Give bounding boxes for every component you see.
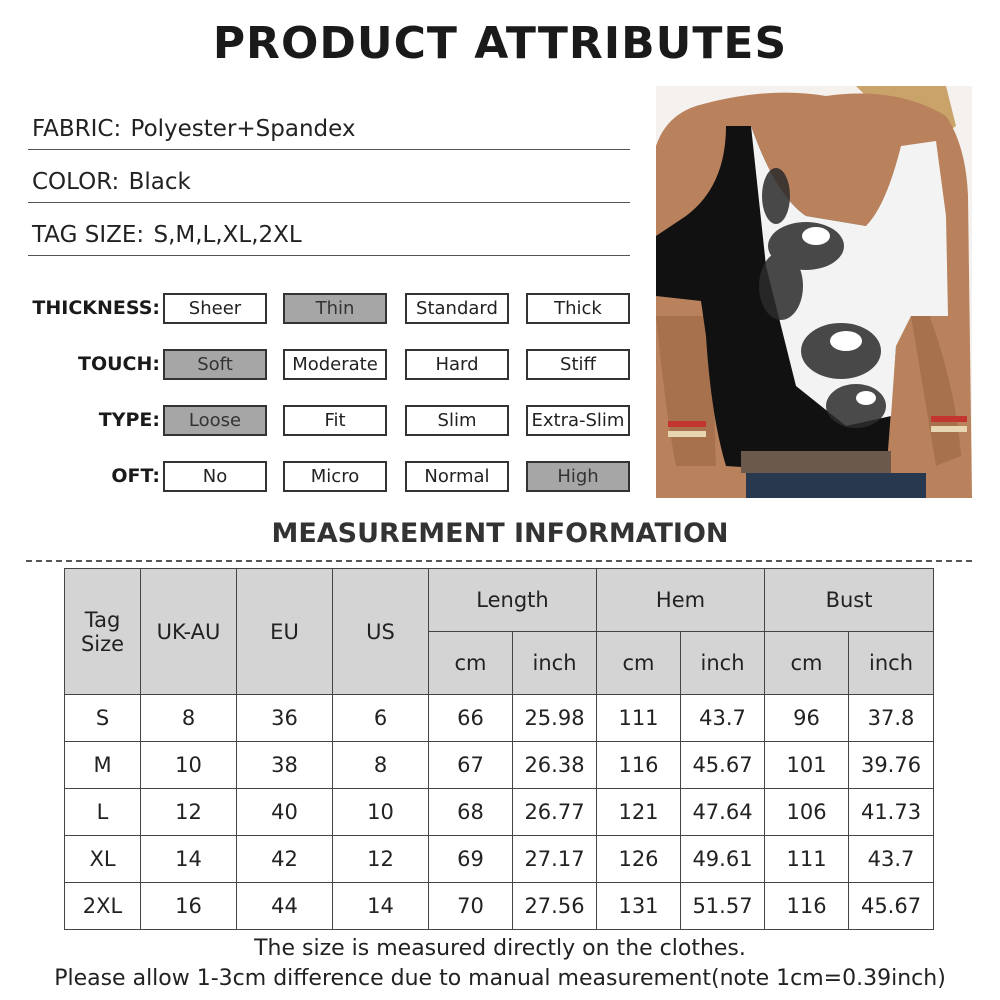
header-eu: EU xyxy=(237,569,333,695)
header-bust-cm: cm xyxy=(765,632,849,695)
table-cell: 8 xyxy=(333,742,429,789)
oft-option-no: No xyxy=(163,461,267,492)
table-row xyxy=(65,836,934,883)
table-row xyxy=(65,883,934,930)
fabric-label: FABRIC: xyxy=(32,116,122,142)
table-cell: 14 xyxy=(333,883,429,930)
table-cell: 38 xyxy=(237,742,333,789)
table-cell: S xyxy=(65,695,141,742)
table-cell: 45.67 xyxy=(849,883,934,930)
table-cell: 121 xyxy=(597,789,681,836)
table-cell: 43.7 xyxy=(849,836,934,883)
type-option-fit: Fit xyxy=(283,405,387,436)
table-cell: 10 xyxy=(141,742,237,789)
color-value: Black xyxy=(128,169,191,195)
thickness-label: THICKNESS: xyxy=(32,297,160,319)
table-cell: 44 xyxy=(237,883,333,930)
fabric-value: Polyester+Spandex xyxy=(130,116,356,142)
header-row xyxy=(65,569,934,632)
table-cell: 2XL xyxy=(65,883,141,930)
table-row xyxy=(65,789,934,836)
touch-option-moderate: Moderate xyxy=(283,349,387,380)
table-cell: 39.76 xyxy=(849,742,934,789)
thickness-option-standard: Standard xyxy=(405,293,509,324)
table-cell: 16 xyxy=(141,883,237,930)
measurement-note: The size is measured directly on the clothes. xyxy=(254,936,746,961)
table-cell: 66 xyxy=(429,695,513,742)
table-cell: 111 xyxy=(765,836,849,883)
touch-option-hard: Hard xyxy=(405,349,509,380)
table-cell: 111 xyxy=(597,695,681,742)
table-cell: 131 xyxy=(597,883,681,930)
table-cell: 116 xyxy=(597,742,681,789)
header-length-cm: cm xyxy=(429,632,513,695)
table-cell: 12 xyxy=(141,789,237,836)
oft-option-micro: Micro xyxy=(283,461,387,492)
header-length: Length xyxy=(429,569,597,632)
table-cell: 126 xyxy=(597,836,681,883)
table-cell: 8 xyxy=(141,695,237,742)
table-cell: 41.73 xyxy=(849,789,934,836)
type-option-extra-slim: Extra-Slim xyxy=(526,405,630,436)
touch-scale xyxy=(20,349,640,379)
header-hem-cm: cm xyxy=(597,632,681,695)
table-cell: 101 xyxy=(765,742,849,789)
header-bust: Bust xyxy=(765,569,934,632)
oft-option-normal: Normal xyxy=(405,461,509,492)
table-cell: 106 xyxy=(765,789,849,836)
header-length-inch: inch xyxy=(513,632,597,695)
header-us: US xyxy=(333,569,429,695)
tag-size-value: S,M,L,XL,2XL xyxy=(153,222,302,248)
table-cell: 14 xyxy=(141,836,237,883)
tag-size-attribute xyxy=(28,220,630,256)
thickness-option-sheer: Sheer xyxy=(163,293,267,324)
thickness-option-thick: Thick xyxy=(526,293,630,324)
table-cell: 116 xyxy=(765,883,849,930)
color-label: COLOR: xyxy=(32,169,120,195)
oft-scale xyxy=(20,461,640,491)
table-row xyxy=(65,742,934,789)
page-title: PRODUCT ATTRIBUTES xyxy=(212,18,788,69)
header-uk-au: UK-AU xyxy=(141,569,237,695)
header-hem-inch: inch xyxy=(681,632,765,695)
table-cell: 10 xyxy=(333,789,429,836)
table-cell: 36 xyxy=(237,695,333,742)
table-cell: 45.67 xyxy=(681,742,765,789)
model-wearing-top-image xyxy=(656,86,972,498)
touch-label: TOUCH: xyxy=(78,353,160,375)
table-cell: 69 xyxy=(429,836,513,883)
type-label: TYPE: xyxy=(98,409,160,431)
type-option-loose: Loose xyxy=(163,405,267,436)
table-cell: 49.61 xyxy=(681,836,765,883)
table-cell: 67 xyxy=(429,742,513,789)
table-cell: 26.38 xyxy=(513,742,597,789)
table-cell: 51.57 xyxy=(681,883,765,930)
table-cell: 27.56 xyxy=(513,883,597,930)
table-cell: 25.98 xyxy=(513,695,597,742)
tag-size-label: TAG SIZE: xyxy=(32,222,145,248)
type-option-slim: Slim xyxy=(405,405,509,436)
table-cell: 70 xyxy=(429,883,513,930)
table-cell: 42 xyxy=(237,836,333,883)
table-cell: 96 xyxy=(765,695,849,742)
table-cell: L xyxy=(65,789,141,836)
table-cell: 68 xyxy=(429,789,513,836)
thickness-option-thin: Thin xyxy=(283,293,387,324)
oft-label: OFT: xyxy=(111,465,160,487)
measurement-title: MEASUREMENT INFORMATION xyxy=(271,518,729,549)
table-cell: 37.8 xyxy=(849,695,934,742)
product-photo xyxy=(656,86,972,498)
table-cell: 43.7 xyxy=(681,695,765,742)
color-attribute xyxy=(28,167,630,203)
table-cell: XL xyxy=(65,836,141,883)
touch-option-stiff: Stiff xyxy=(526,349,630,380)
table-cell: 26.77 xyxy=(513,789,597,836)
table-row xyxy=(65,695,934,742)
fabric-attribute xyxy=(28,114,630,150)
table-cell: 47.64 xyxy=(681,789,765,836)
measurement-table xyxy=(64,568,934,930)
thickness-scale xyxy=(20,293,640,323)
table-cell: 12 xyxy=(333,836,429,883)
header-bust-inch: inch xyxy=(849,632,934,695)
touch-option-soft: Soft xyxy=(163,349,267,380)
table-cell: 27.17 xyxy=(513,836,597,883)
header-tag-size: Tag Size xyxy=(65,569,141,695)
table-cell: M xyxy=(65,742,141,789)
type-scale xyxy=(20,405,640,435)
table-cell: 40 xyxy=(237,789,333,836)
dashed-divider xyxy=(26,560,972,562)
oft-option-high: High xyxy=(526,461,630,492)
table-cell: 6 xyxy=(333,695,429,742)
header-hem: Hem xyxy=(597,569,765,632)
tolerance-note: Please allow 1-3cm difference due to manual measurement(note 1cm=0.39inch) xyxy=(54,966,946,991)
